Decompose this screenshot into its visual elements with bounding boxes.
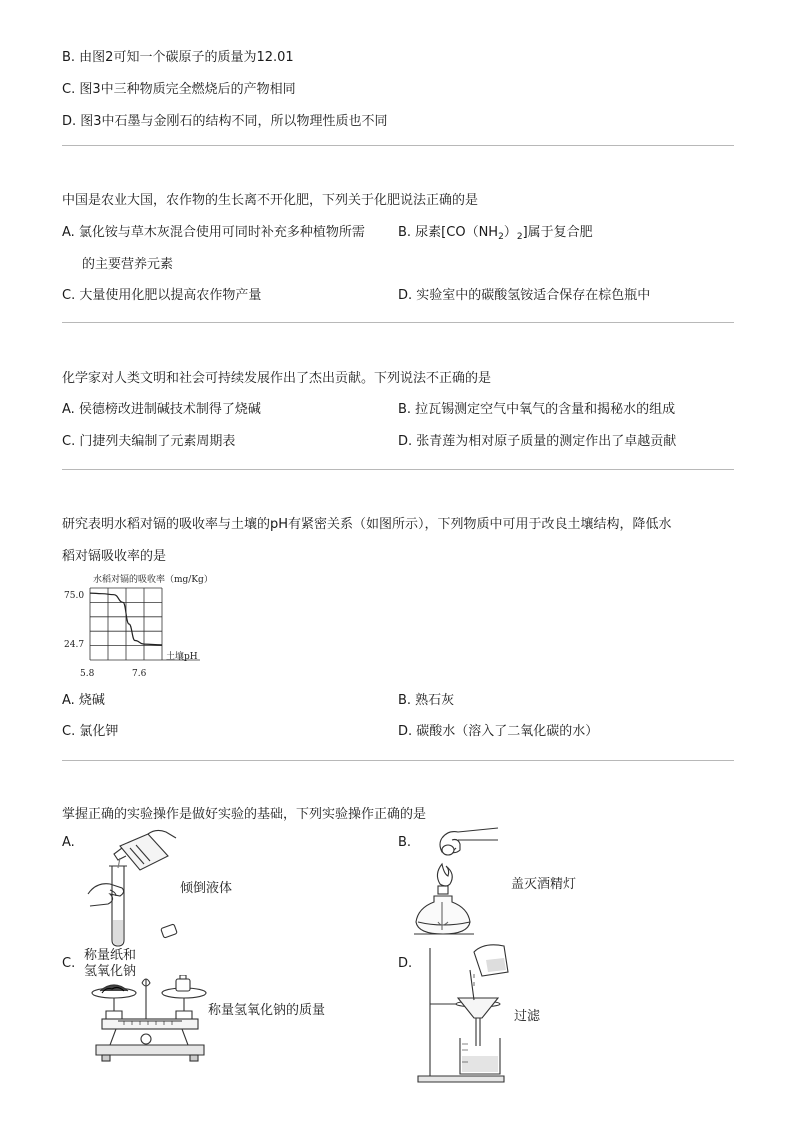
chart-ytick-label: 24.7 (64, 640, 85, 650)
balance-illustration (88, 975, 210, 1067)
lab-stem: 掌握正确的实验操作是做好实验的基础，下列实验操作正确的是 (62, 807, 427, 822)
fertilizer-option-c: C. 大量使用化肥以提高农作物产量 (62, 288, 262, 303)
cadmium-option-c: C. 氯化钾 (62, 724, 119, 739)
pouring-liquid-illustration (80, 828, 190, 948)
chart-xtick-label: 5.8 (80, 669, 95, 679)
prev-option-c: C. 图3中三种物质完全燃烧后的产物相同 (62, 82, 296, 97)
cadmium-chart (60, 570, 230, 682)
lab-option-c-caption: 称量氢氧化钠的质量 (208, 1003, 326, 1018)
divider (62, 469, 734, 470)
lab-option-a-caption: 倾倒液体 (180, 881, 233, 896)
chart-xtick-label: 7.6 (132, 669, 147, 679)
cadmium-stem-cont: 稻对镉吸收率的是 (62, 549, 167, 564)
fertilizer-option-a: A. 氯化铵与草木灰混合使用可同时补充多种植物所需 (62, 225, 365, 240)
fertilizer-option-a-cont: 的主要营养元素 (82, 257, 174, 272)
lab-option-d-caption: 过滤 (514, 1009, 541, 1024)
chart-ylabel: 水稻对镉的吸收率（mg/Kg） (93, 575, 213, 585)
chemists-option-d: D. 张青莲为相对原子质量的测定作出了卓越贡献 (398, 434, 677, 449)
divider (62, 145, 734, 146)
lab-option-c-label-line2: 氢氧化钠 (84, 964, 137, 979)
lab-option-b-letter: B. (398, 835, 412, 850)
lab-option-c-letter: C. (62, 956, 76, 971)
chemists-option-b: B. 拉瓦锡测定空气中氧气的含量和揭秘水的组成 (398, 402, 676, 417)
filtration-illustration (412, 940, 514, 1088)
lab-option-b-caption: 盖灭酒精灯 (511, 877, 577, 892)
chemists-option-c: C. 门捷列夫编制了元素周期表 (62, 434, 236, 449)
alcohol-lamp-illustration (412, 826, 510, 938)
prev-option-b: B. 由图2可知一个碳原子的质量为12.01 (62, 50, 294, 65)
lab-option-d-letter: D. (398, 956, 413, 971)
divider (62, 760, 734, 761)
cadmium-option-b: B. 熟石灰 (398, 693, 455, 708)
cadmium-stem: 研究表明水稻对镉的吸收率与土壤的pH有紧密关系（如图所示），下列物质中可用于改良土壤结构，降低水 (62, 517, 672, 532)
cadmium-option-a: A. 烧碱 (62, 693, 105, 708)
lab-option-a-letter: A. (62, 835, 75, 850)
fertilizer-stem: 中国是农业大国，农作物的生长离不开化肥，下列关于化肥说法正确的是 (62, 193, 479, 208)
chart-xlabel: 土壤pH (166, 652, 198, 662)
prev-option-d: D. 图3中石墨与金刚石的结构不同，所以物理性质也不同 (62, 114, 388, 129)
fertilizer-option-d: D. 实验室中的碳酸氢铵适合保存在棕色瓶中 (398, 288, 651, 303)
fertilizer-option-b: B. 尿素$[CO(NH_2)_2]$属于复合肥 (398, 225, 593, 242)
lab-option-c-label-line1: 称量纸和 (84, 948, 137, 963)
divider (62, 322, 734, 323)
chemists-stem: 化学家对人类文明和社会可持续发展作出了杰出贡献。下列说法不正确的是 (62, 371, 492, 386)
cadmium-option-d: D. 碳酸水（溶入了二氧化碳的水） (398, 724, 599, 739)
chart-grid (90, 588, 200, 660)
chemists-option-a: A. 侯德榜改进制碱技术制得了烧碱 (62, 402, 261, 417)
chart-ytick-label: 75.0 (64, 591, 85, 601)
